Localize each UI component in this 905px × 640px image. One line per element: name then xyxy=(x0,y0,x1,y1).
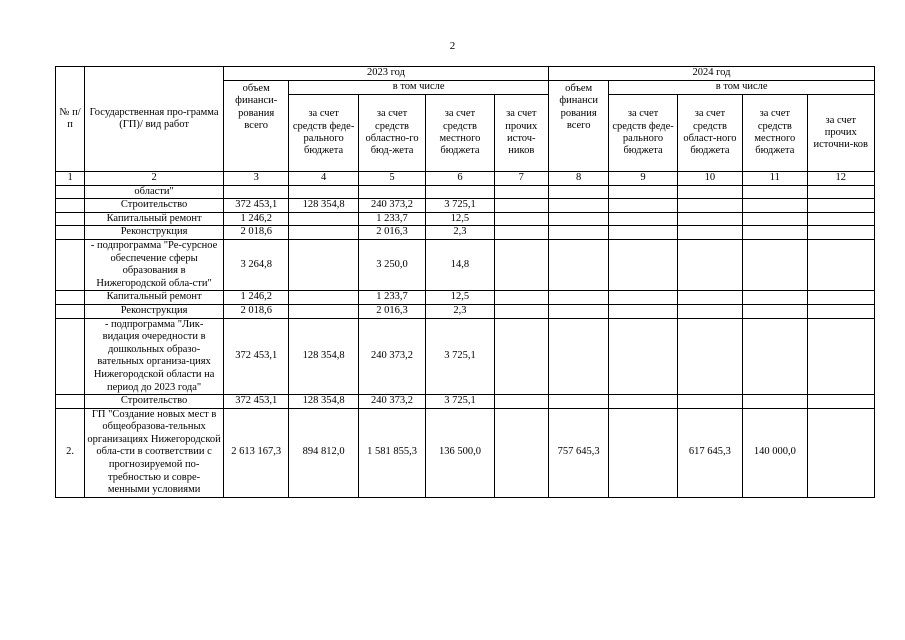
cell-c11 xyxy=(743,212,807,226)
header-2024-total: объем финанси рования всего xyxy=(548,81,608,172)
cell-c3: 372 453,1 xyxy=(224,199,289,213)
column-number: 3 xyxy=(224,172,289,186)
table-row xyxy=(56,395,875,409)
cell-c6: 2,3 xyxy=(426,304,494,318)
header-no: № п/п xyxy=(56,67,85,172)
cell-c8 xyxy=(548,318,608,395)
cell-c9 xyxy=(609,408,677,497)
column-number: 5 xyxy=(358,172,425,186)
column-number: 4 xyxy=(289,172,358,186)
cell-c11 xyxy=(743,185,807,199)
cell-c5: 3 250,0 xyxy=(358,239,425,290)
cell-c10 xyxy=(677,318,742,395)
row-name: Строительство xyxy=(85,199,224,213)
cell-c11 xyxy=(743,226,807,240)
column-number: 6 xyxy=(426,172,494,186)
column-number: 2 xyxy=(85,172,224,186)
cell-c11 xyxy=(743,395,807,409)
cell-c10 xyxy=(677,239,742,290)
cell-c7 xyxy=(494,185,548,199)
table-row xyxy=(56,226,875,240)
column-number: 9 xyxy=(609,172,677,186)
cell-c7 xyxy=(494,226,548,240)
cell-c4 xyxy=(289,185,358,199)
table-row xyxy=(56,239,875,290)
cell-c6: 12,5 xyxy=(426,291,494,305)
cell-c3 xyxy=(224,185,289,199)
cell-c10: 617 645,3 xyxy=(677,408,742,497)
cell-c4 xyxy=(289,239,358,290)
cell-c8 xyxy=(548,185,608,199)
header-2023-other: за счет прочих источ-ников xyxy=(494,95,548,172)
cell-c6: 3 725,1 xyxy=(426,395,494,409)
cell-c11 xyxy=(743,318,807,395)
column-number: 1 xyxy=(56,172,85,186)
header-2024-local: за счет средств местного бюджета xyxy=(743,95,807,172)
table-row xyxy=(56,291,875,305)
cell-c6: 3 725,1 xyxy=(426,199,494,213)
cell-c10 xyxy=(677,212,742,226)
cell-c7 xyxy=(494,212,548,226)
header-2023-total: объем финанси-рования всего xyxy=(224,81,289,172)
cell-c5: 2 016,3 xyxy=(358,304,425,318)
cell-c6 xyxy=(426,185,494,199)
cell-c4 xyxy=(289,291,358,305)
cell-c7 xyxy=(494,318,548,395)
header-2024-federal: за счет средств феде-рального бюджета xyxy=(609,95,677,172)
row-number xyxy=(56,318,85,395)
cell-c4: 128 354,8 xyxy=(289,199,358,213)
row-number: 2. xyxy=(56,408,85,497)
cell-c11: 140 000,0 xyxy=(743,408,807,497)
cell-c9 xyxy=(609,199,677,213)
cell-c7 xyxy=(494,408,548,497)
cell-c8 xyxy=(548,239,608,290)
cell-c12 xyxy=(807,212,874,226)
row-name: Реконструкция xyxy=(85,226,224,240)
cell-c12 xyxy=(807,199,874,213)
row-number xyxy=(56,239,85,290)
cell-c6: 12,5 xyxy=(426,212,494,226)
cell-c11 xyxy=(743,304,807,318)
cell-c6: 3 725,1 xyxy=(426,318,494,395)
cell-c9 xyxy=(609,185,677,199)
column-number: 10 xyxy=(677,172,742,186)
row-number xyxy=(56,199,85,213)
row-number xyxy=(56,185,85,199)
row-name: области" xyxy=(85,185,224,199)
row-name: Капитальный ремонт xyxy=(85,291,224,305)
header-row-years xyxy=(56,67,875,81)
cell-c12 xyxy=(807,304,874,318)
header-program-name: Государственная про-грамма (ГП)/ вид работ xyxy=(85,67,224,172)
column-number-row xyxy=(56,172,875,186)
cell-c8: 757 645,3 xyxy=(548,408,608,497)
cell-c3: 1 246,2 xyxy=(224,291,289,305)
cell-c12 xyxy=(807,185,874,199)
cell-c3: 372 453,1 xyxy=(224,395,289,409)
cell-c8 xyxy=(548,395,608,409)
cell-c12 xyxy=(807,395,874,409)
cell-c12 xyxy=(807,226,874,240)
cell-c10 xyxy=(677,291,742,305)
header-2024-regional: за счет средств област-ного бюджета xyxy=(677,95,742,172)
cell-c12 xyxy=(807,408,874,497)
cell-c8 xyxy=(548,291,608,305)
row-number xyxy=(56,212,85,226)
cell-c5: 2 016,3 xyxy=(358,226,425,240)
cell-c8 xyxy=(548,226,608,240)
header-year-2023: 2023 год xyxy=(224,67,549,81)
cell-c12 xyxy=(807,239,874,290)
cell-c9 xyxy=(609,239,677,290)
row-name: Строительство xyxy=(85,395,224,409)
cell-c4: 894 812,0 xyxy=(289,408,358,497)
cell-c4: 128 354,8 xyxy=(289,395,358,409)
table-row xyxy=(56,408,875,497)
cell-c5: 1 233,7 xyxy=(358,212,425,226)
cell-c9 xyxy=(609,395,677,409)
row-number xyxy=(56,304,85,318)
cell-c7 xyxy=(494,239,548,290)
cell-c3: 3 264,8 xyxy=(224,239,289,290)
cell-c10 xyxy=(677,304,742,318)
cell-c4 xyxy=(289,212,358,226)
cell-c5: 240 373,2 xyxy=(358,199,425,213)
cell-c5: 1 581 855,3 xyxy=(358,408,425,497)
cell-c9 xyxy=(609,226,677,240)
header-2023-in-total: в том числе xyxy=(289,81,549,95)
cell-c10 xyxy=(677,185,742,199)
cell-c4 xyxy=(289,226,358,240)
cell-c5: 240 373,2 xyxy=(358,318,425,395)
cell-c3: 2 018,6 xyxy=(224,226,289,240)
header-2024-other: за счет прочих источни-ков xyxy=(807,95,874,172)
table-body xyxy=(56,185,875,497)
row-name: Капитальный ремонт xyxy=(85,212,224,226)
cell-c8 xyxy=(548,304,608,318)
row-number xyxy=(56,395,85,409)
row-name: Реконструкция xyxy=(85,304,224,318)
header-2023-regional: за счет средств областно-го бюд-жета xyxy=(358,95,425,172)
table-row xyxy=(56,199,875,213)
cell-c3: 372 453,1 xyxy=(224,318,289,395)
row-name: - подпрограмма "Ре-сурсное обеспечение сферы образования в Нижегородской обла-сти" xyxy=(85,239,224,290)
cell-c9 xyxy=(609,318,677,395)
cell-c9 xyxy=(609,304,677,318)
financing-table xyxy=(55,66,875,498)
cell-c10 xyxy=(677,395,742,409)
cell-c9 xyxy=(609,291,677,305)
cell-c9 xyxy=(609,212,677,226)
cell-c3: 2 613 167,3 xyxy=(224,408,289,497)
cell-c5 xyxy=(358,185,425,199)
page-number: 2 xyxy=(449,40,456,52)
cell-c6: 14,8 xyxy=(426,239,494,290)
row-number xyxy=(56,291,85,305)
cell-c6: 2,3 xyxy=(426,226,494,240)
cell-c7 xyxy=(494,291,548,305)
cell-c6: 136 500,0 xyxy=(426,408,494,497)
header-year-2024: 2024 год xyxy=(548,67,874,81)
cell-c4 xyxy=(289,304,358,318)
column-number: 11 xyxy=(743,172,807,186)
cell-c5: 240 373,2 xyxy=(358,395,425,409)
cell-c8 xyxy=(548,199,608,213)
cell-c3: 2 018,6 xyxy=(224,304,289,318)
cell-c12 xyxy=(807,291,874,305)
table-row xyxy=(56,318,875,395)
cell-c3: 1 246,2 xyxy=(224,212,289,226)
cell-c5: 1 233,7 xyxy=(358,291,425,305)
column-number: 12 xyxy=(807,172,874,186)
cell-c7 xyxy=(494,395,548,409)
table-row xyxy=(56,304,875,318)
cell-c11 xyxy=(743,291,807,305)
column-number: 7 xyxy=(494,172,548,186)
cell-c11 xyxy=(743,199,807,213)
column-number: 8 xyxy=(548,172,608,186)
cell-c10 xyxy=(677,199,742,213)
row-name: ГП "Создание новых мест в общеобразова-тельных организациях Нижегородской обла-сти в соответствии с прогнозируемой по-требностью и совре-менными условиями xyxy=(85,408,224,497)
row-number xyxy=(56,226,85,240)
header-2024-in-total: в том числе xyxy=(609,81,875,95)
table-row xyxy=(56,185,875,199)
table-row xyxy=(56,212,875,226)
cell-c7 xyxy=(494,304,548,318)
header-2023-federal: за счет средств феде-рального бюджета xyxy=(289,95,358,172)
cell-c11 xyxy=(743,239,807,290)
cell-c12 xyxy=(807,318,874,395)
cell-c10 xyxy=(677,226,742,240)
cell-c7 xyxy=(494,199,548,213)
row-name: - подпрограмма "Лик-видация очередности в дошкольных образо-вательных организа-циях Нижегородской области на период до 2023 года" xyxy=(85,318,224,395)
cell-c4: 128 354,8 xyxy=(289,318,358,395)
cell-c8 xyxy=(548,212,608,226)
header-2023-local: за счет средств местного бюджета xyxy=(426,95,494,172)
